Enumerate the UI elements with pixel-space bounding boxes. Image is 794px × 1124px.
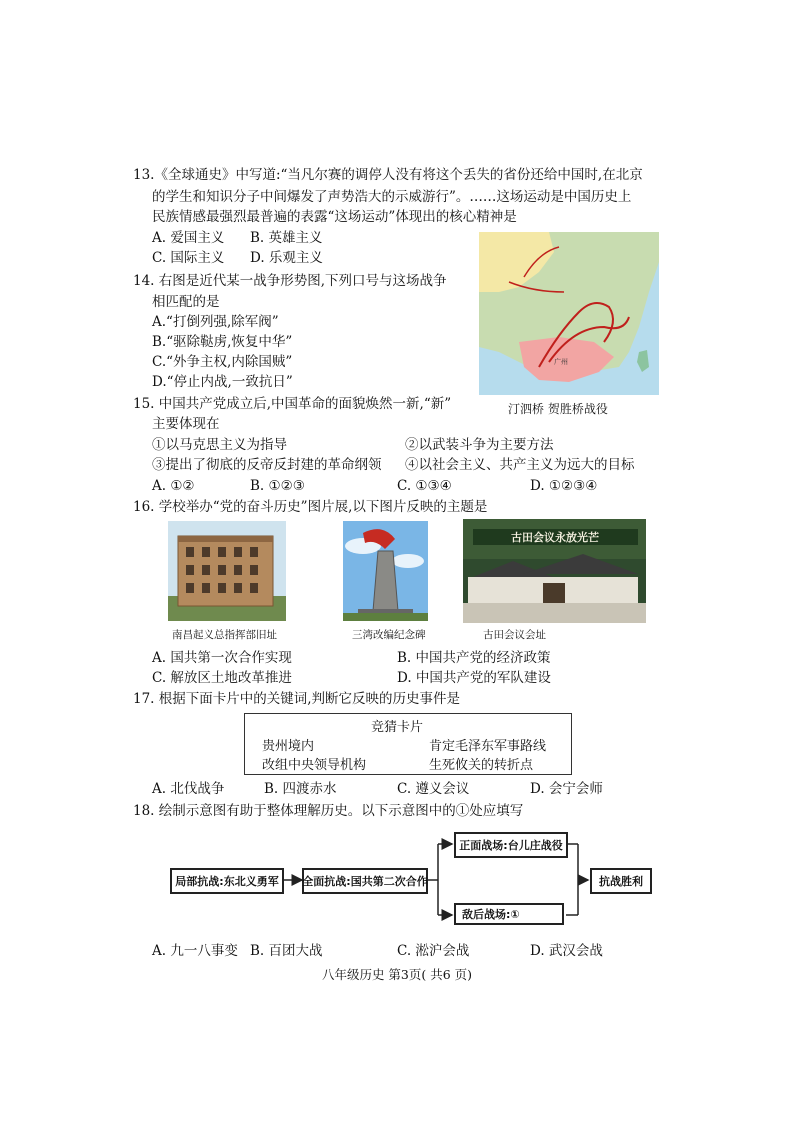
caption-nanchang: 南昌起义总指挥部旧址 bbox=[172, 629, 277, 641]
q16-option-b: B. 中国共产党的经济政策 bbox=[397, 650, 551, 666]
q17-option-a: A. 北伐战争 bbox=[152, 781, 225, 797]
q15-line-1: 15. 中国共产党成立后,中国革命的面貌焕然一新,“新” bbox=[133, 396, 452, 412]
nanchang-headquarters-photo bbox=[168, 521, 286, 621]
q15-line-2: 主要体现在 bbox=[152, 416, 220, 432]
q14-option-c: C.“外争主权,内除国贼” bbox=[152, 354, 293, 370]
gutian-meeting-site-photo bbox=[463, 519, 646, 623]
caption-sanwan: 三湾改编纪念碑 bbox=[352, 629, 426, 641]
q18-option-a: A. 九一八事变 bbox=[152, 943, 238, 959]
card-item-3: 改组中央领导机构 bbox=[262, 758, 367, 773]
caption-gutian: 古田会议会址 bbox=[483, 629, 546, 641]
page-footer: 八年级历史 第3页( 共6 页) bbox=[321, 967, 473, 982]
box-victory: 抗战胜利 bbox=[590, 868, 652, 894]
q16-line: 16. 学校举办“党的奋斗历史”图片展,以下图片反映的主题是 bbox=[133, 499, 488, 515]
flow-diagram bbox=[156, 824, 650, 934]
q15-item-3: ③提出了彻底的反帝反封建的革命纲领 bbox=[152, 457, 382, 473]
box-local-resistance: 局部抗战:东北义勇军 bbox=[170, 868, 284, 894]
q14-option-b: B.“驱除鞑虏,恢复中华” bbox=[152, 334, 293, 350]
q18-option-b: B. 百团大战 bbox=[250, 943, 323, 959]
sanwan-monument-graphic bbox=[343, 521, 428, 621]
q14-line-1: 14. 右图是近代某一战争形势图,下列口号与这场战争 bbox=[133, 273, 447, 289]
q13-line-1: 13.《全球通史》中写道:“当凡尔赛的调停人没有将这个丢失的省份还给中国时,在北京 bbox=[133, 167, 643, 183]
card-item-2: 肯定毛泽东军事路线 bbox=[429, 739, 547, 754]
nanchang-building-graphic bbox=[168, 521, 286, 621]
q16-option-a: A. 国共第一次合作实现 bbox=[152, 650, 292, 666]
card-item-1: 贵州境内 bbox=[262, 739, 315, 754]
q15-item-1: ①以马克思主义为指导 bbox=[152, 437, 287, 453]
box-front-battlefield: 正面战场:台儿庄战役 bbox=[454, 832, 568, 858]
q13-line-3: 民族情感最强烈最普遍的表露“这场运动”体现出的核心精神是 bbox=[152, 209, 517, 225]
q13-option-a: A. 爱国主义 bbox=[152, 230, 225, 246]
q13-option-c: C. 国际主义 bbox=[152, 250, 225, 266]
q13-line-2: 的学生和知识分子中间爆发了声势浩大的示威游行”。……这场运动是中国历史上 bbox=[152, 189, 632, 205]
q14-option-d: D.“停止内战,一致抗日” bbox=[152, 374, 293, 390]
box-rear-battlefield: 敌后战场:① bbox=[454, 903, 564, 925]
gutian-sign-text: 古田会议永放光芒 bbox=[511, 531, 599, 544]
q15-item-2: ②以武装斗争为主要方法 bbox=[405, 437, 554, 453]
q18-option-d: D. 武汉会战 bbox=[530, 943, 603, 959]
war-situation-map bbox=[479, 232, 659, 395]
q13-option-d: D. 乐观主义 bbox=[250, 250, 323, 266]
q18-line: 18. 绘制示意图有助于整体理解历史。以下示意图中的①处应填写 bbox=[133, 803, 524, 819]
sanwan-monument-photo bbox=[343, 521, 428, 621]
q17-option-d: D. 会宁会师 bbox=[530, 781, 603, 797]
q15-item-4: ④以社会主义、共产主义为远大的目标 bbox=[405, 457, 635, 473]
guess-card bbox=[244, 713, 572, 775]
q17-option-b: B. 四渡赤水 bbox=[264, 781, 337, 797]
card-item-4: 生死攸关的转折点 bbox=[429, 758, 534, 773]
q15-option-c: C. ①③④ bbox=[397, 478, 452, 494]
q14-line-2: 相匹配的是 bbox=[152, 294, 220, 310]
card-title: 竞猜卡片 bbox=[371, 720, 424, 735]
q15-option-d: D. ①②③④ bbox=[530, 478, 598, 494]
map-caption: 汀泗桥 贺胜桥战役 bbox=[508, 402, 608, 416]
q18-option-c: C. 淞沪会战 bbox=[397, 943, 470, 959]
q16-option-c: C. 解放区土地改革推进 bbox=[152, 670, 292, 686]
q13-option-b: B. 英雄主义 bbox=[250, 230, 323, 246]
box-full-resistance: 全面抗战:国共第二次合作 bbox=[302, 868, 428, 894]
gutian-site-graphic bbox=[463, 519, 646, 623]
q15-option-b: B. ①②③ bbox=[250, 478, 305, 494]
q16-option-d: D. 中国共产党的军队建设 bbox=[397, 670, 551, 686]
q15-option-a: A. ①② bbox=[152, 478, 195, 494]
map-graphic bbox=[479, 232, 659, 395]
q14-option-a: A.“打倒列强,除军阀” bbox=[152, 314, 279, 330]
q17-option-c: C. 遵义会议 bbox=[397, 781, 470, 797]
map-label-guangzhou: 广州 bbox=[554, 358, 568, 366]
q17-line: 17. 根据下面卡片中的关键词,判断它反映的历史事件是 bbox=[133, 691, 461, 707]
